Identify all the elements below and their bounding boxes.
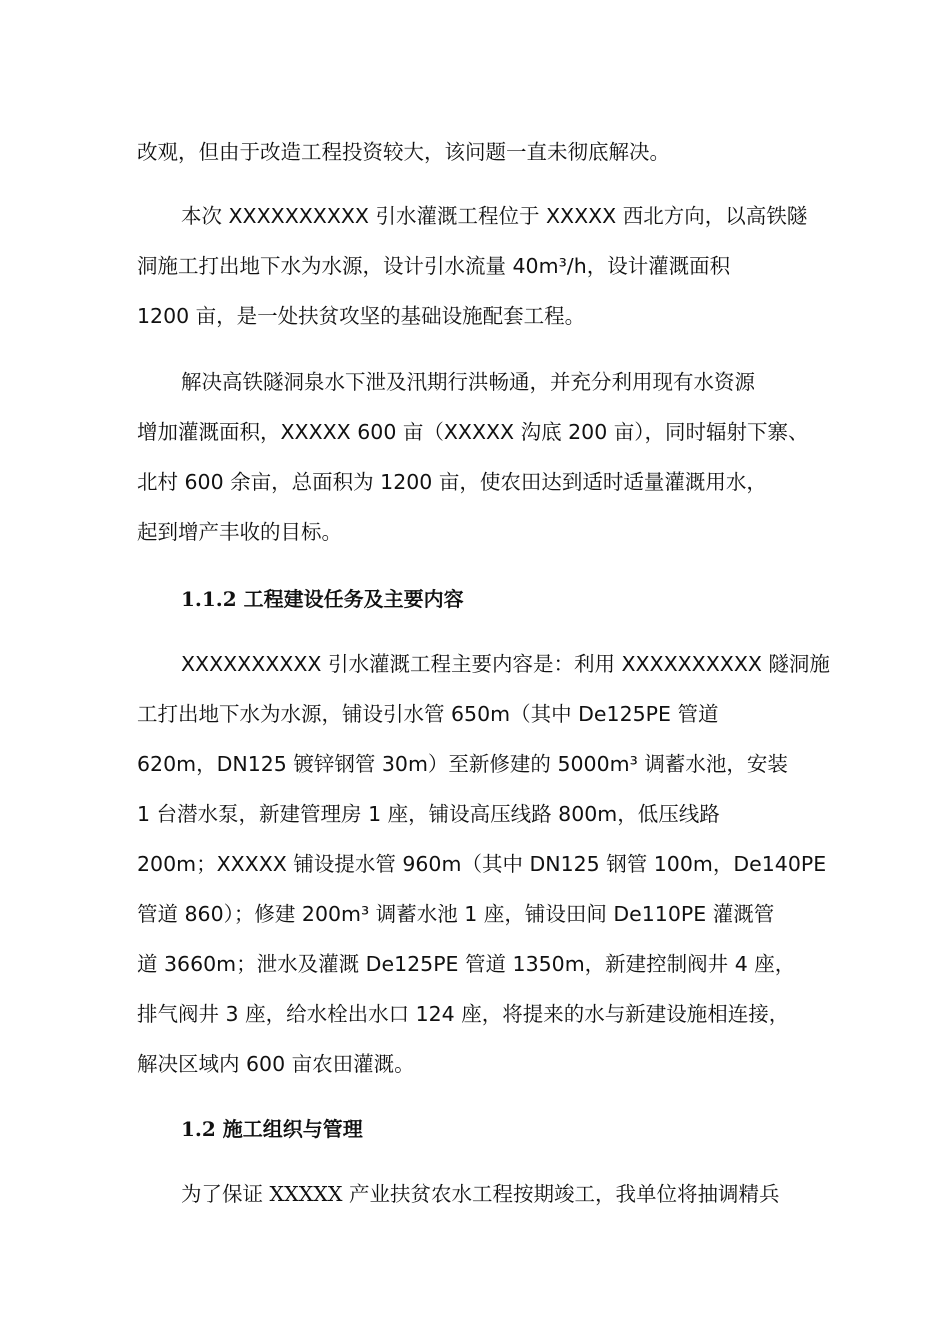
paragraph-line: 工打出地下水为水源，铺设引水管 650m（其中 De125PE 管道: [137, 702, 719, 726]
section-heading: 1.1.2 工程建设任务及主要内容: [181, 587, 464, 611]
paragraph-line: XXXXXXXXXX 引水灌溉工程主要内容是：利用 XXXXXXXXXX 隧洞施: [181, 652, 830, 676]
paragraph-line: 北村 600 余亩，总面积为 1200 亩，使农田达到适时适量灌溉用水，: [137, 470, 767, 494]
paragraph-line: 道 3660m；泄水及灌溉 De125PE 管道 1350m，新建控制阀井 4 座，: [137, 952, 796, 976]
paragraph-line: 增加灌溉面积，XXXXX 600 亩（XXXXX 沟底 200 亩），同时辐射下寨、: [137, 420, 809, 444]
paragraph-line: 1200 亩，是一处扶贫攻坚的基础设施配套工程。: [137, 304, 586, 328]
paragraph-line: 洞施工打出地下水为水源，设计引水流量 40m³/h，设计灌溉面积: [137, 254, 731, 278]
section-heading: 1.2 施工组织与管理: [181, 1117, 363, 1141]
paragraph-line: 1 台潜水泵，新建管理房 1 座，铺设高压线路 800m，低压线路: [137, 802, 720, 826]
paragraph-line: 排气阀井 3 座，给水栓出水口 124 座，将提来的水与新建设施相连接，: [137, 1002, 790, 1026]
paragraph-line: 200m；XXXXX 铺设提水管 960m（其中 DN125 钢管 100m，De140PE: [137, 852, 827, 876]
paragraph-line: 本次 XXXXXXXXXX 引水灌溉工程位于 XXXXX 西北方向，以高铁隧: [181, 204, 808, 228]
paragraph-line: 620m，DN125 镀锌钢管 30m）至新修建的 5000m³ 调蓄水池，安装: [137, 752, 788, 776]
paragraph-line: 起到增产丰收的目标。: [137, 520, 342, 544]
paragraph-line: 为了保证 XXXXX 产业扶贫农水工程按期竣工，我单位将抽调精兵: [181, 1182, 780, 1206]
paragraph-line: 解决高铁隧洞泉水下泄及汛期行洪畅通，并充分利用现有水资源: [181, 370, 755, 394]
paragraph-line: 解决区域内 600 亩农田灌溉。: [137, 1052, 415, 1076]
paragraph-line: 改观，但由于改造工程投资较大，该问题一直未彻底解决。: [137, 140, 670, 164]
paragraph-line: 管道 860）；修建 200m³ 调蓄水池 1 座，铺设田间 De110PE 灌溉管: [137, 902, 775, 926]
